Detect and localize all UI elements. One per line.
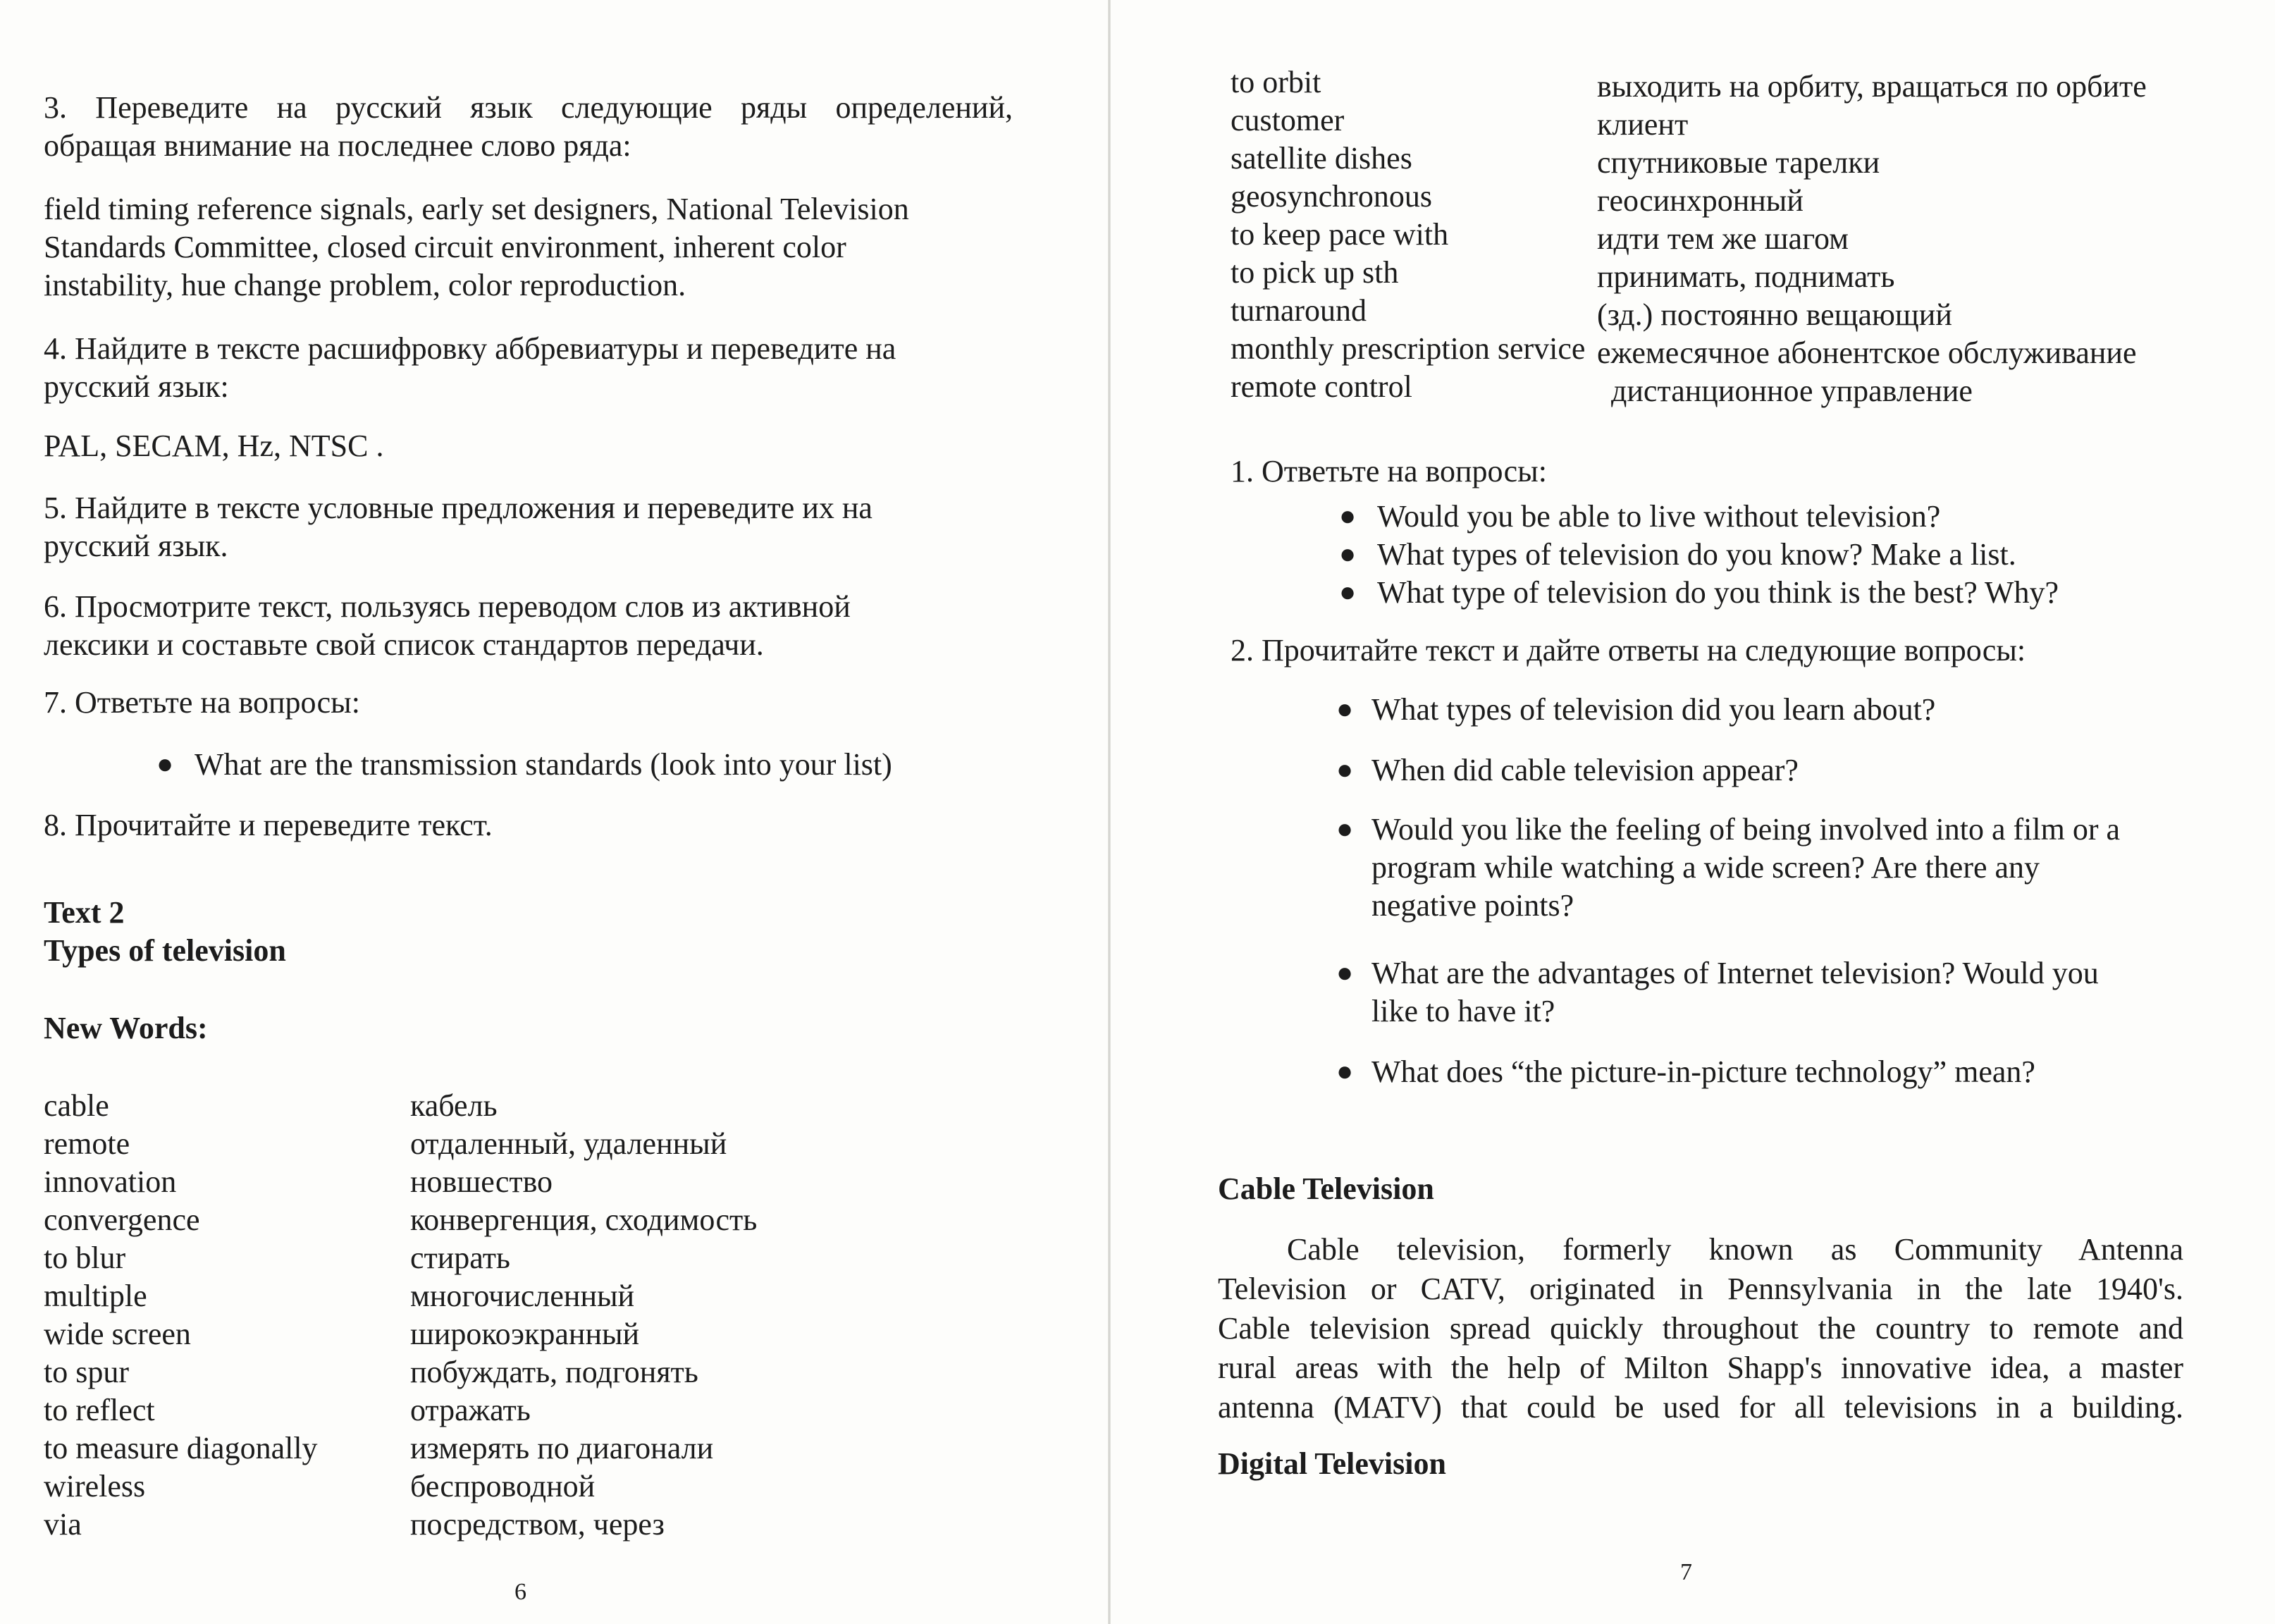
vocab-term: to reflect <box>44 1393 155 1427</box>
vocab-term: wireless <box>44 1469 146 1503</box>
cable-paragraph-line: Cable television, formerly known as Community Antenna <box>1287 1232 2183 1267</box>
cable-paragraph-line: antenna (MATV) that could be used for all televisions in a building. <box>1218 1390 2183 1425</box>
vocab-term: convergence <box>44 1202 200 1237</box>
vocab-translation: измерять по диагонали <box>410 1431 714 1465</box>
vocab-term: to keep pace with <box>1231 217 1449 252</box>
vocab-translation: ежемесячное абонентское обслуживание <box>1597 336 2137 370</box>
exercise-4-line-2: русский язык: <box>44 369 229 404</box>
vocab-translation: широкоэкранный <box>410 1317 640 1351</box>
vocab-translation: побуждать, подгонять <box>410 1355 698 1389</box>
vocab-term: satellite dishes <box>1231 141 1412 176</box>
vocab-term: to orbit <box>1231 65 1321 99</box>
right-page <box>1114 0 2275 1624</box>
vocab-translation: (зд.) постоянно вещающий <box>1597 297 1952 332</box>
vocab-term: to spur <box>44 1355 129 1389</box>
vocab-term: via <box>44 1507 82 1542</box>
exercise-4-abbreviations: PAL, SECAM, Hz, NTSC . <box>44 429 384 463</box>
vocab-translation: дистанционное управление <box>1611 374 1973 408</box>
text-title: Types of television <box>44 933 286 968</box>
exercise-2-question-line: What types of television did you learn about? <box>1371 692 1936 727</box>
exercise-2-question-line: Would you like the feeling of being involved into a film or a <box>1371 812 2120 847</box>
exercise-2-question-line: What does “the picture-in-picture technology” mean? <box>1371 1054 2035 1089</box>
exercise-2-heading: 2. Прочитайте текст и дайте ответы на следующие вопросы: <box>1231 633 2026 668</box>
cable-television-heading: Cable Television <box>1218 1171 1434 1206</box>
exercise-7-question: What are the transmission standards (look into your list) <box>195 747 892 782</box>
exercise-2-question-line: like to have it? <box>1371 994 1555 1028</box>
exercise-1-question: What types of television do you know? Make a list. <box>1377 537 2016 572</box>
exercise-3-terms-line-3: instability, hue change problem, color reproduction. <box>44 268 686 302</box>
cable-paragraph-line: Television or CATV, originated in Pennsylvania in the late 1940's. <box>1218 1272 2183 1306</box>
exercise-3-line-2: обращая внимание на последнее слово ряда: <box>44 128 631 163</box>
exercise-6-line-2: лексики и составьте свой список стандартов передачи. <box>44 627 764 662</box>
vocab-translation: конвергенция, сходимость <box>410 1202 758 1237</box>
vocab-term: innovation <box>44 1164 177 1199</box>
cable-paragraph-line: rural areas with the help of Milton Shapp's innovative idea, a master <box>1218 1351 2183 1385</box>
page-number-right: 7 <box>1680 1559 1692 1585</box>
exercise-1-question: What type of television do you think is the best? Why? <box>1377 575 2059 610</box>
page-number-left: 6 <box>514 1579 526 1605</box>
bullet-icon: ● <box>1339 538 1357 570</box>
vocab-term: geosynchronous <box>1231 179 1432 214</box>
vocab-term: to blur <box>44 1241 126 1275</box>
vocab-translation: отражать <box>410 1393 531 1427</box>
exercise-3-terms-line-2: Standards Committee, closed circuit environment, inherent color <box>44 230 846 264</box>
exercise-2-question-line: negative points? <box>1371 888 1574 923</box>
vocab-translation: выходить на орбиту, вращаться по орбите <box>1597 69 2147 104</box>
exercise-4-line-1: 4. Найдите в тексте расшифровку аббревиатуры и переведите на <box>44 331 896 366</box>
vocab-term: customer <box>1231 103 1345 137</box>
cable-paragraph-line: Cable television spread quickly throughout the country to remote and <box>1218 1311 2183 1346</box>
bullet-icon: ● <box>1336 813 1354 844</box>
vocab-translation: стирать <box>410 1241 510 1275</box>
vocab-term: cable <box>44 1088 109 1123</box>
exercise-2-question-line: program while watching a wide screen? Are there any <box>1371 850 2040 885</box>
bullet-icon: ● <box>1339 576 1357 608</box>
left-page <box>0 0 1114 1624</box>
vocab-translation: принимать, поднимать <box>1597 259 1895 294</box>
vocab-term: monthly prescription service <box>1231 331 1586 366</box>
vocab-translation: кабель <box>410 1088 498 1123</box>
text-number: Text 2 <box>44 895 125 930</box>
digital-television-heading: Digital Television <box>1218 1446 1446 1481</box>
vocab-translation: посредством, через <box>410 1507 665 1542</box>
vocab-translation: многочисленный <box>410 1279 635 1313</box>
exercise-1-question: Would you be able to live without television? <box>1377 499 1941 534</box>
vocab-translation: новшество <box>410 1164 553 1199</box>
vocab-term: remote <box>44 1126 130 1161</box>
vocab-translation: идти тем же шагом <box>1597 221 1849 256</box>
vocab-translation: спутниковые тарелки <box>1597 145 1880 180</box>
vocab-term: remote control <box>1231 369 1412 404</box>
exercise-3-terms-line-1: field timing reference signals, early set designers, National Television <box>44 192 909 226</box>
exercise-5-line-2: русский язык. <box>44 529 228 563</box>
vocab-translation: отдаленный, удаленный <box>410 1126 727 1161</box>
vocab-term: to pick up sth <box>1231 255 1399 290</box>
vocab-term: wide screen <box>44 1317 191 1351</box>
vocab-term: multiple <box>44 1279 147 1313</box>
exercise-2-question-line: When did cable television appear? <box>1371 753 1799 787</box>
exercise-2-question-line: What are the advantages of Internet television? Would you <box>1371 956 2099 990</box>
bullet-icon: ● <box>1336 1055 1354 1087</box>
bullet-icon: ● <box>156 748 174 780</box>
exercise-1-heading: 1. Ответьте на вопросы: <box>1231 454 1547 488</box>
exercise-6-line-1: 6. Просмотрите текст, пользуясь переводом слов из активной <box>44 589 851 624</box>
vocab-translation: клиент <box>1597 107 1689 142</box>
vocab-term: to measure diagonally <box>44 1431 318 1465</box>
exercise-7-heading: 7. Ответьте на вопросы: <box>44 685 360 720</box>
bullet-icon: ● <box>1339 500 1357 531</box>
exercise-3-line-1: 3. Переведите на русский язык следующие ряды определений, <box>44 90 1013 125</box>
vocab-translation: беспроводной <box>410 1469 596 1503</box>
bullet-icon: ● <box>1336 753 1354 785</box>
bullet-icon: ● <box>1336 956 1354 988</box>
exercise-8-heading: 8. Прочитайте и переведите текст. <box>44 808 493 842</box>
bullet-icon: ● <box>1336 693 1354 725</box>
new-words-heading: New Words: <box>44 1011 208 1045</box>
exercise-5-line-1: 5. Найдите в тексте условные предложения и переведите их на <box>44 491 873 525</box>
vocab-translation: геосинхронный <box>1597 183 1804 218</box>
vocab-term: turnaround <box>1231 293 1367 328</box>
